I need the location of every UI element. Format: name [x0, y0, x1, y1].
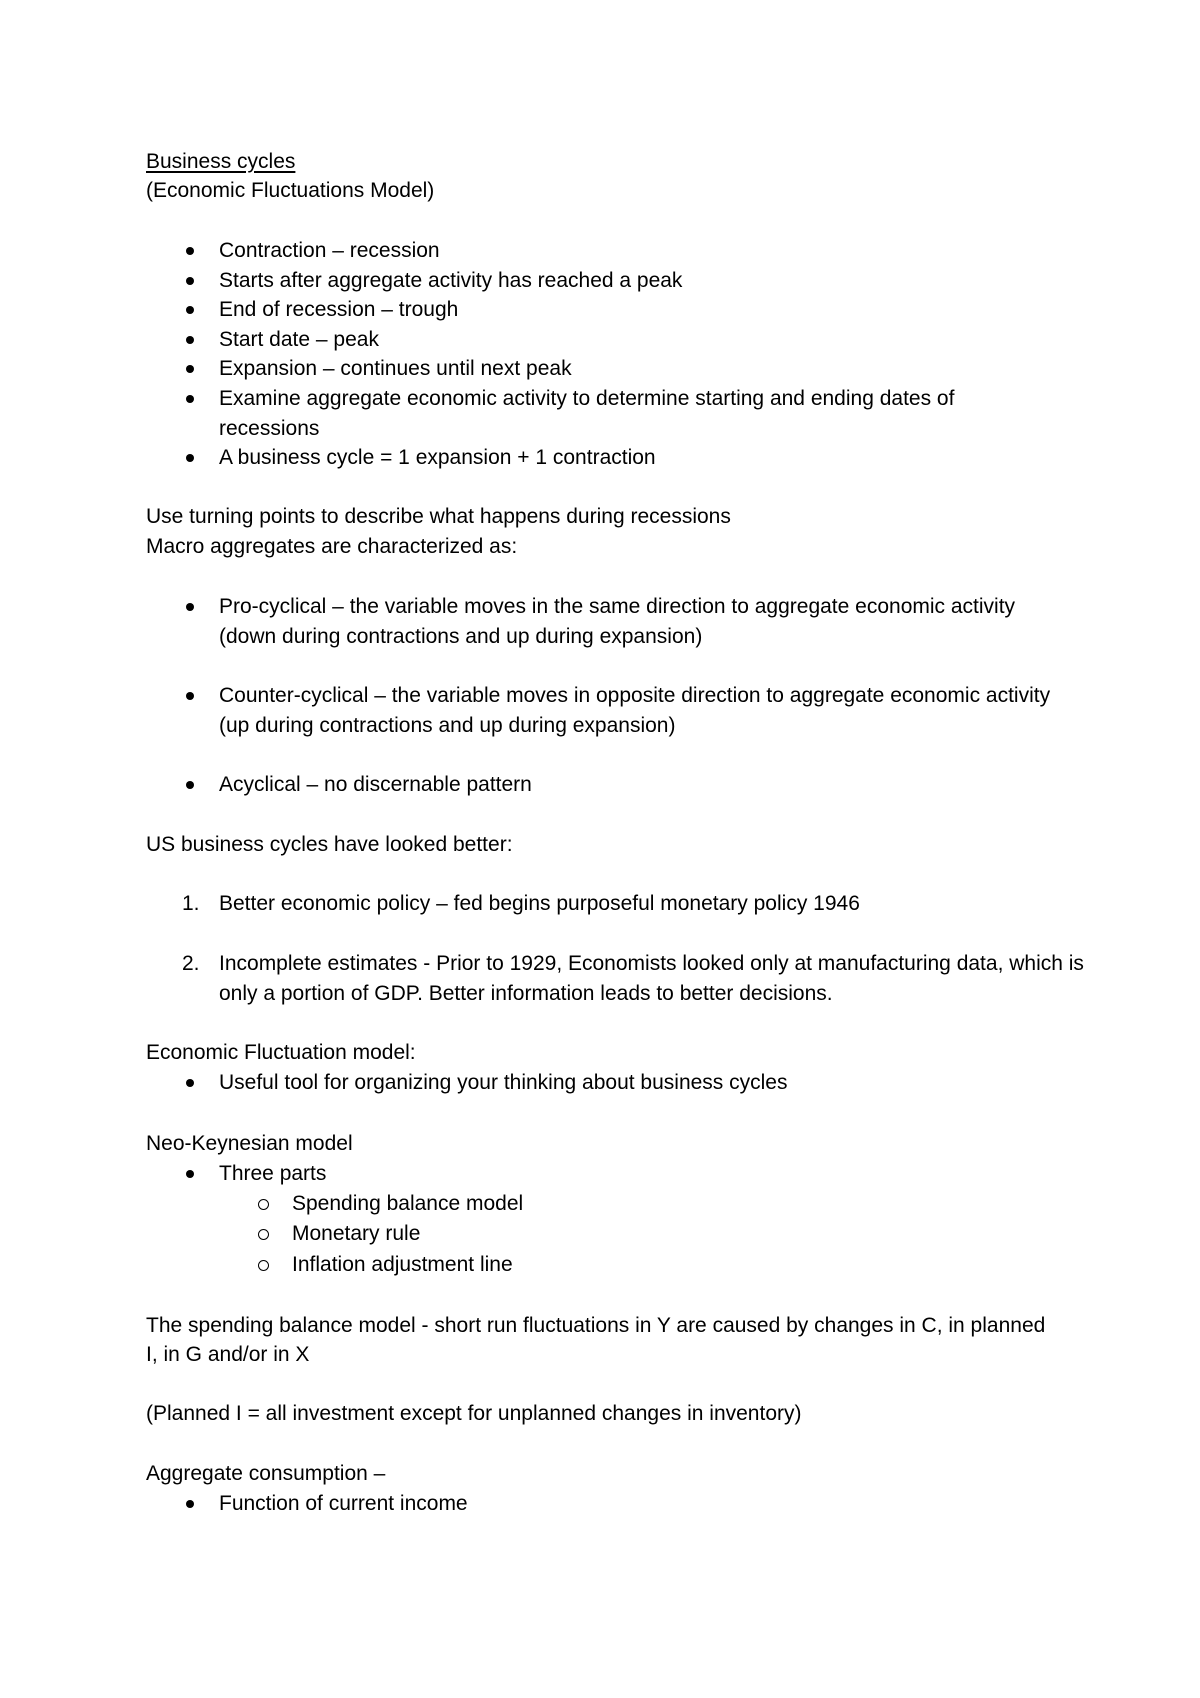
bullet-icon — [186, 365, 194, 373]
sub-list-item: Spending balance model — [146, 1189, 1106, 1219]
paragraph-aggregate-consumption: Aggregate consumption – — [146, 1462, 386, 1485]
circle-bullet-icon — [258, 1199, 269, 1210]
list-item: Pro-cyclical – the variable moves in the same direction to aggregate economic activity (down during contractions and up during expansion) — [146, 592, 1026, 651]
page-title: Business cycles — [146, 150, 296, 173]
paragraph-macro-aggregates: Macro aggregates are characterized as: — [146, 535, 518, 558]
bullet-icon — [186, 1170, 194, 1178]
list-item: End of recession – trough — [146, 295, 1106, 325]
bullet-icon — [186, 306, 194, 314]
paragraph-fluctuation-model: Economic Fluctuation model: — [146, 1041, 416, 1064]
sub-list-item: Monetary rule — [146, 1219, 1106, 1249]
bullet-icon — [186, 1079, 194, 1087]
paragraph-turning-points: Use turning points to describe what happens during recessions — [146, 505, 731, 528]
bullet-icon — [186, 277, 194, 285]
list-item: Three parts — [146, 1159, 1106, 1189]
list-item: Function of current income — [146, 1489, 1106, 1519]
list-item: Contraction – recession — [146, 236, 1106, 266]
list-item: Expansion – continues until next peak — [146, 354, 1106, 384]
bullet-icon — [186, 781, 194, 789]
list-item: Counter-cyclical – the variable moves in opposite direction to aggregate economic activity (up during contractions and up during expansion) — [146, 681, 1051, 740]
paragraph-planned-i: (Planned I = all investment except for unplanned changes in inventory) — [146, 1402, 802, 1425]
circle-bullet-icon — [258, 1229, 269, 1240]
list-item: Examine aggregate economic activity to determine starting and ending dates of recessions — [146, 384, 1046, 443]
bullet-icon — [186, 395, 194, 403]
list-item: Useful tool for organizing your thinking about business cycles — [146, 1068, 1106, 1098]
bullet-icon — [186, 247, 194, 255]
paragraph-us-cycles: US business cycles have looked better: — [146, 833, 513, 856]
paragraph-neo-keynesian: Neo-Keynesian model — [146, 1132, 353, 1155]
paragraph-spending-balance: The spending balance model - short run fluctuations in Y are caused by changes in C, in planned I, in G and/or in X — [146, 1314, 1046, 1366]
bullet-icon — [186, 336, 194, 344]
circle-bullet-icon — [258, 1260, 269, 1271]
bullet-icon — [186, 454, 194, 462]
list-item: Starts after aggregate activity has reached a peak — [146, 266, 1106, 296]
list-item: Start date – peak — [146, 325, 1106, 355]
list-item: 2. Incomplete estimates - Prior to 1929, Economists looked only at manufacturing data, which is only a portion of GDP. Better information leads to better decisions. — [146, 949, 1091, 1008]
list-item: 1. Better economic policy – fed begins purposeful monetary policy 1946 — [146, 889, 1106, 919]
bullet-icon — [186, 692, 194, 700]
sub-list-item: Inflation adjustment line — [146, 1250, 1106, 1280]
list-number: 2. — [182, 952, 200, 975]
bullet-icon — [186, 1500, 194, 1508]
list-number: 1. — [182, 892, 200, 915]
list-item: A business cycle = 1 expansion + 1 contraction — [146, 443, 1106, 473]
list-item: Acyclical – no discernable pattern — [146, 770, 1106, 800]
page-subtitle: (Economic Fluctuations Model) — [146, 179, 435, 202]
bullet-icon — [186, 603, 194, 611]
